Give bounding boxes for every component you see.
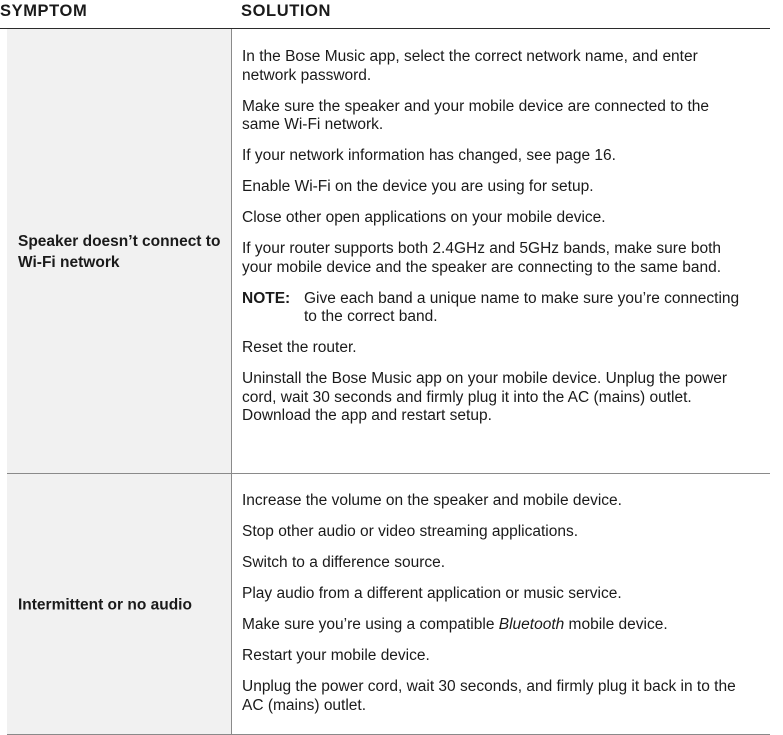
solution-item: Unplug the power cord, wait 30 seconds, and firmly plug it back in to the AC (mains) outlet.: [242, 678, 736, 714]
solution-list: [242, 48, 744, 438]
table-row: [7, 29, 770, 474]
solution-item: Play audio from a different application or music service.: [242, 585, 622, 602]
solution-item: Reset the router.: [242, 339, 357, 356]
solution-item: In the Bose Music app, select the correct network name, and enter network password.: [242, 48, 698, 84]
solution-item: If your router supports both 2.4GHz and 5GHz bands, make sure both your mobile device and the speaker are connecting to the same band.: [242, 240, 722, 276]
symptom-cell: [7, 474, 231, 734]
note-text: Give each band a unique name to make sure you’re connecting to the correct band.: [304, 289, 740, 325]
solution-item: Uninstall the Bose Music app on your mobile device. Unplug the power cord, wait 30 seconds and firmly plug it into the AC (mains) outlet. Download the app and restart setup.: [242, 370, 728, 424]
solution-column-header: SOLUTION: [241, 2, 332, 20]
table-header: [0, 0, 770, 29]
bluetooth-term: Bluetooth: [498, 616, 565, 633]
solution-item: [242, 616, 744, 635]
solution-list: [242, 492, 744, 728]
solution-cell: [231, 474, 770, 734]
solution-item: Switch to a difference source.: [242, 554, 446, 571]
symptom-label: Speaker doesn’t connect to Wi-Fi network: [18, 233, 221, 271]
solution-item: Close other open applications on your mobile device.: [242, 209, 606, 226]
bluetooth-line-start: Make sure you’re using a compatible: [242, 616, 499, 633]
solution-item: Enable Wi-Fi on the device you are using for setup.: [242, 178, 594, 195]
note: [242, 290, 744, 327]
solution-item: Increase the volume on the speaker and mobile device.: [242, 492, 622, 509]
solution-cell: [231, 29, 770, 473]
symptom-cell: [7, 29, 231, 473]
solution-item: Stop other audio or video streaming applications.: [242, 523, 579, 540]
note-label: NOTE:: [242, 289, 291, 307]
bluetooth-line-end: mobile device.: [564, 616, 668, 633]
symptom-label: Intermittent or no audio: [18, 596, 192, 614]
table-row: [7, 474, 770, 735]
solution-item: If your network information has changed, see page 16.: [242, 147, 616, 164]
solution-item: Restart your mobile device.: [242, 647, 430, 664]
solution-item: Make sure the speaker and your mobile device are connected to the same Wi-Fi network.: [242, 97, 709, 133]
symptom-column-header: SYMPTOM: [0, 2, 88, 20]
